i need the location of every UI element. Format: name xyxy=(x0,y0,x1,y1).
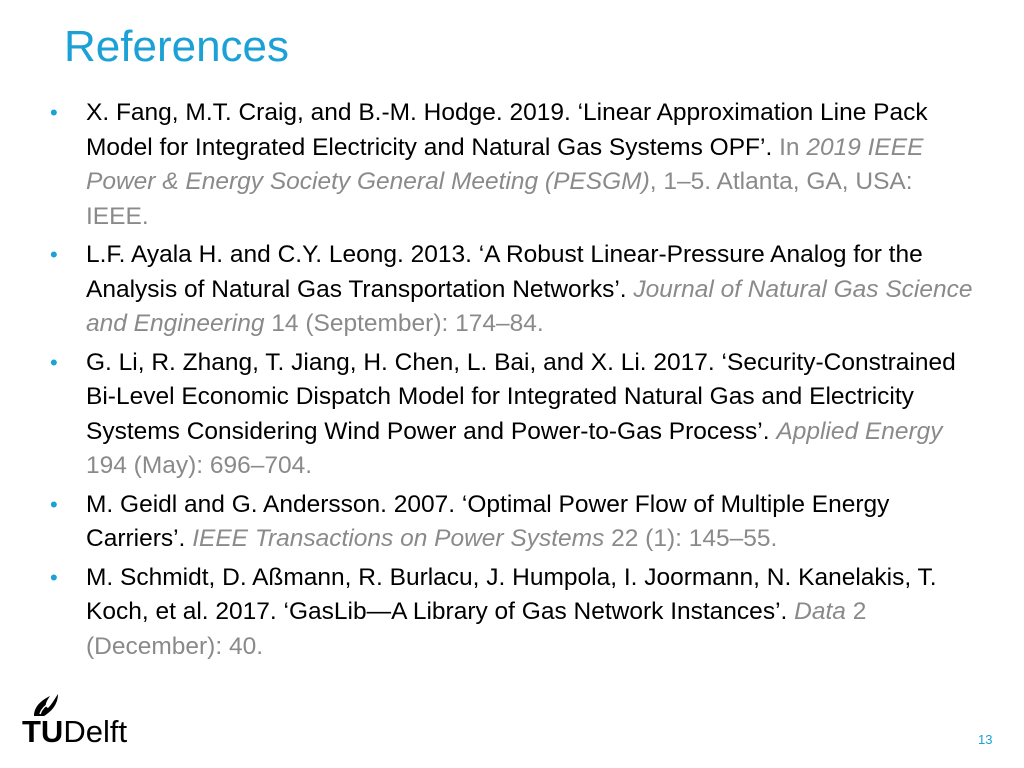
reference-item xyxy=(48,238,978,342)
reference-details: 2 (December): 40. xyxy=(86,598,867,660)
reference-venue: Data xyxy=(794,598,846,625)
reference-details: 22 (1): 145–55. xyxy=(604,525,778,552)
logo-tu: TU xyxy=(22,714,64,749)
reference-authors-title: M. Geidl and G. Andersson. 2007. ‘Optimal Power Flow of Multiple Energy Carriers’. xyxy=(86,490,890,552)
reference-venue: 2019 IEEE Power & Energy Society General Meeting (PESGM) xyxy=(86,133,924,195)
logo-wordmark xyxy=(22,714,127,750)
bullet-icon: • xyxy=(50,564,58,590)
bullet-icon: • xyxy=(50,349,58,375)
reference-authors-title: G. Li, R. Zhang, T. Jiang, H. Chen, L. Bai, and X. Li. 2017. ‘Security-Constrained Bi-Level Economic Dispatch Model for Integrated Natural Gas and Electricity Systems Considering Wind Power and Power-to-Gas Process’. xyxy=(86,348,956,445)
slide-title: References xyxy=(64,22,290,71)
reference-venue: Applied Energy xyxy=(776,417,943,445)
reference-details: 14 (September): 174–84. xyxy=(264,310,544,337)
logo-delft: Delft xyxy=(63,714,128,749)
tu-delft-logo xyxy=(22,694,152,750)
reference-pre-venue: In xyxy=(772,133,807,161)
page-number: 13 xyxy=(978,732,993,747)
reference-authors-title: X. Fang, M.T. Craig, and B.-M. Hodge. 2019. ‘Linear Approximation Line Pack Model for Integrated Electricity and Natural Gas Systems OPF’. xyxy=(86,99,928,161)
bullet-icon: • xyxy=(50,100,58,125)
reference-venue: Journal of Natural Gas Science and Engineering xyxy=(86,275,973,337)
reference-authors-title: M. Schmidt, D. Aßmann, R. Burlacu, J. Humpola, I. Joormann, N. Kanelakis, T. Koch, et al. 2017. ‘GasLib—A Library of Gas Network Instances’. xyxy=(86,563,937,625)
reference-item xyxy=(48,346,978,484)
reference-venue: IEEE Transactions on Power Systems xyxy=(192,525,605,552)
reference-details: 194 (May): 696–704. xyxy=(86,452,313,479)
reference-item xyxy=(48,561,978,665)
reference-list xyxy=(48,96,978,668)
reference-item xyxy=(48,96,978,234)
bullet-icon: • xyxy=(50,491,58,517)
reference-details: , 1–5. Atlanta, GA, USA: IEEE. xyxy=(86,168,913,230)
reference-item xyxy=(48,488,978,557)
bullet-icon: • xyxy=(50,242,58,267)
reference-authors-title: L.F. Ayala H. and C.Y. Leong. 2013. ‘A Robust Linear-Pressure Analog for the Analysis of Natural Gas Transportation Networks’. xyxy=(86,241,923,303)
